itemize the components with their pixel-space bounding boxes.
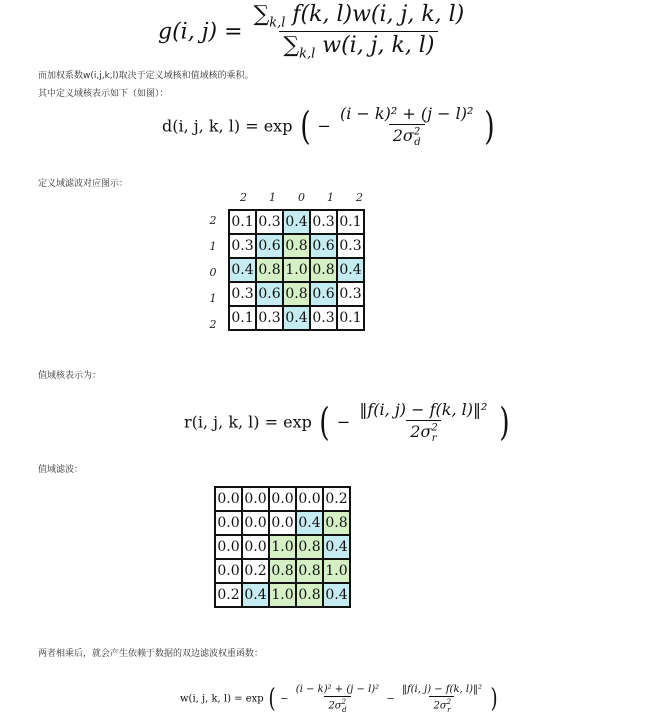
grid-row [215, 487, 350, 511]
grid-cell: 0.8 [296, 535, 323, 559]
paragraph-2: 其中定义域核表示如下（如图）： [38, 89, 169, 99]
grid-row [229, 282, 364, 306]
formula-w-fraction-domain: $\frac{\text{(i − k)² + (j − l)²}}{2\sigma^2_d}$ [292, 684, 383, 713]
grid-cell: 0.0 [215, 535, 242, 559]
grid-cell: 0.4 [323, 535, 350, 559]
formula-r [184, 400, 511, 444]
grid-cell: 0.8 [296, 559, 323, 583]
row-header: 2 [209, 318, 217, 331]
grid-cell: 0.0 [215, 559, 242, 583]
grid-cell: 0.4 [242, 583, 269, 607]
row-header: 1 [209, 240, 217, 253]
grid-cell: 0.3 [229, 234, 256, 258]
open-paren: ( [299, 104, 311, 149]
grid-cell: 0.2 [242, 559, 269, 583]
paragraph-6: 两者相乘后，就会产生依赖于数据的双边滤波权重函数： [38, 649, 264, 659]
minus-sign: − [336, 412, 351, 432]
grid-cell: 0.0 [269, 511, 296, 535]
open-paren: ( [319, 400, 330, 445]
formula-g-fraction [250, 2, 469, 62]
formula-r-numerator: ‖f(i, j) − f(k, l)‖² [359, 400, 488, 419]
grid-cell: 1.0 [269, 583, 296, 607]
grid-cell: 0.0 [269, 487, 296, 511]
formula-w-numerator-range: ‖f(i, j) − f(k, l)‖² [401, 684, 482, 696]
formula-g-lhs: g(i, j) = [158, 19, 243, 45]
minus-sign: − [386, 693, 395, 705]
grid-row [215, 535, 350, 559]
open-paren: ( [268, 684, 276, 714]
formula-r-fraction: $\frac{\text{‖f(i, j) − f(k, l)‖²}}{2\sigma^2_r}$ [355, 400, 491, 444]
grid-cell: 0.6 [256, 282, 283, 306]
formula-g [158, 2, 468, 62]
grid-cell: 0.0 [242, 487, 269, 511]
grid-cell: 0.8 [296, 583, 323, 607]
grid-row [229, 258, 364, 282]
sum-subscript: k,l [299, 46, 316, 62]
formula-w-denominator-domain: 2σ [328, 700, 342, 712]
grid-cell: 0.1 [337, 210, 364, 234]
grid-cell: 0.8 [283, 282, 310, 306]
grid-cell: 0.4 [323, 583, 350, 607]
close-paren: ) [484, 104, 496, 149]
grid-cell: 1.0 [323, 559, 350, 583]
grid-cell: 0.8 [269, 559, 296, 583]
formula-d-numerator: (i − k)² + (j − l)² [339, 104, 474, 123]
grid-cell: 0.3 [256, 306, 283, 330]
grid-cell: 0.2 [323, 487, 350, 511]
column-header: 0 [298, 191, 305, 204]
formula-d [162, 104, 497, 148]
grid-cell: 0.0 [215, 487, 242, 511]
grid-row [215, 511, 350, 535]
grid-cell: 0.8 [283, 234, 310, 258]
paragraph-4: 值域核表示为： [38, 371, 102, 381]
domain-filter-grid [228, 209, 365, 331]
grid-cell: 0.8 [310, 258, 337, 282]
paragraph-1: 而加权系数w(i,j,k,l)取决于定义域核和值域核的乘积。 [38, 71, 254, 81]
formula-g-denominator: w(i, j, k, l) [315, 33, 435, 59]
grid-cell: 0.3 [337, 234, 364, 258]
grid-cell: 0.3 [256, 210, 283, 234]
grid-row [229, 234, 364, 258]
grid-cell: 0.3 [337, 282, 364, 306]
grid-cell: 0.4 [296, 511, 323, 535]
minus-sign: − [317, 116, 331, 136]
grid-cell: 0.0 [296, 487, 323, 511]
formula-w-fraction-range: $\frac{\text{‖f(i, j) − f(k, l)‖²}}{2\sigma^2_r}$ [398, 684, 486, 713]
grid-row [215, 583, 350, 607]
paragraph-3: 定义域滤波对应图示： [38, 179, 129, 189]
formula-w-numerator-domain: (i − k)² + (j − l)² [295, 684, 380, 696]
column-header: 2 [356, 191, 363, 204]
grid-cell: 0.6 [310, 282, 337, 306]
column-header: 2 [240, 191, 247, 204]
grid-row [229, 306, 364, 330]
grid-cell: 0.1 [229, 210, 256, 234]
sum-symbol: ∑ [253, 2, 270, 27]
grid-cell: 0.3 [229, 282, 256, 306]
grid-cell: 0.6 [310, 234, 337, 258]
formula-d-denominator: 2σ [392, 126, 414, 145]
grid-cell: 0.0 [242, 511, 269, 535]
grid-cell: 0.3 [310, 306, 337, 330]
close-paren: ) [490, 684, 498, 714]
sum-subscript: k,l [269, 15, 286, 31]
row-header: 1 [209, 292, 217, 305]
row-header: 2 [209, 214, 217, 227]
grid-cell: 0.8 [323, 511, 350, 535]
grid-cell: 1.0 [269, 535, 296, 559]
formula-w [180, 684, 499, 714]
grid-cell: 0.4 [283, 306, 310, 330]
minus-sign: − [280, 693, 289, 705]
grid-row [215, 559, 350, 583]
paragraph-5: 值域滤波： [38, 465, 84, 475]
grid-cell: 0.4 [283, 210, 310, 234]
column-header: 1 [327, 191, 334, 204]
grid-cell: 0.2 [215, 583, 242, 607]
formula-d-fraction: $\frac{\text{(i − k)² + (j − l)²}}{2\sigma^2_d}$ [336, 104, 477, 148]
sum-symbol: ∑ [283, 33, 300, 59]
formula-w-lhs: w(i, j, k, l) = exp [180, 693, 264, 705]
close-paren: ) [498, 400, 510, 445]
grid-cell: 0.0 [242, 535, 269, 559]
grid-cell: 0.0 [215, 511, 242, 535]
formula-d-lhs: d(i, j, k, l) = exp [162, 116, 293, 136]
column-header: 1 [269, 191, 276, 204]
formula-w-denominator-range: 2σ [433, 700, 447, 712]
grid-row [229, 210, 364, 234]
grid-cell: 0.4 [229, 258, 256, 282]
grid-cell: 1.0 [283, 258, 310, 282]
grid-cell: 0.4 [337, 258, 364, 282]
grid-cell: 0.1 [229, 306, 256, 330]
formula-r-denominator: 2σ [410, 422, 432, 441]
grid-cell: 0.3 [310, 210, 337, 234]
formula-r-lhs: r(i, j, k, l) = exp [184, 412, 312, 432]
range-filter-grid [214, 486, 351, 608]
grid-cell: 0.1 [337, 306, 364, 330]
row-header: 0 [209, 266, 217, 279]
grid-cell: 0.6 [256, 234, 283, 258]
formula-g-numerator: f(k, l)w(i, j, k, l) [285, 2, 465, 27]
grid-cell: 0.8 [256, 258, 283, 282]
